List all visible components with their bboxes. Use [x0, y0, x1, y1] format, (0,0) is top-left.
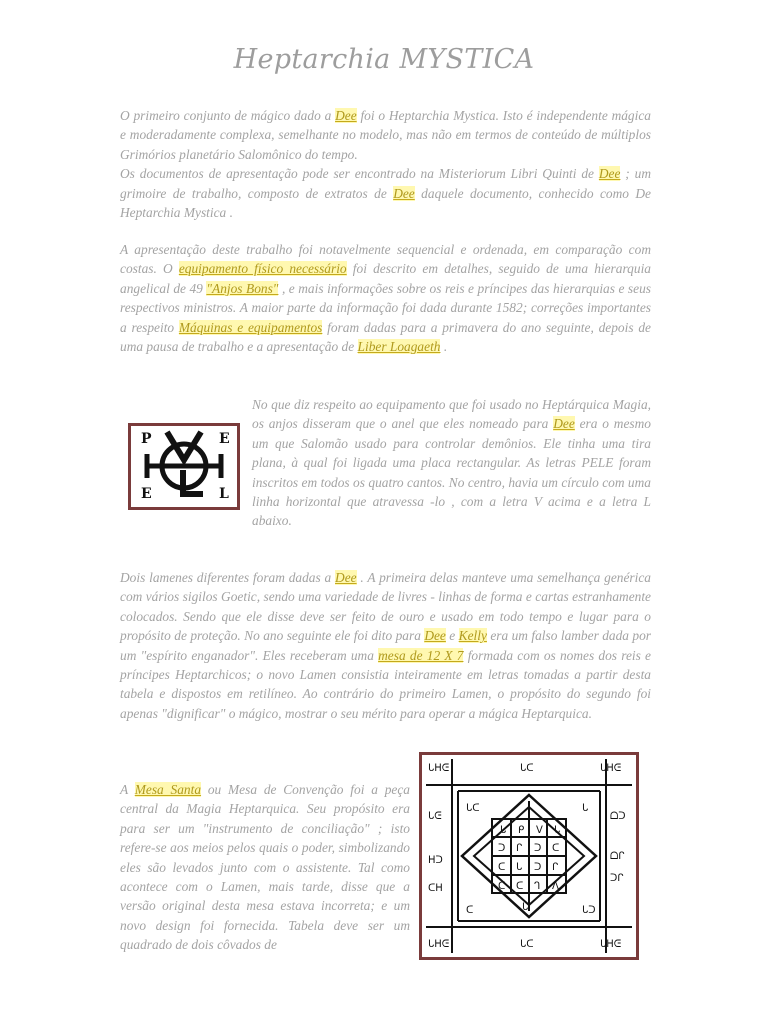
svg-text:ᑭ: ᑭ	[518, 825, 525, 836]
svg-text:ᑐᒋ: ᑐᒋ	[610, 873, 624, 884]
page-title: Heptarchia MYSTICA	[233, 44, 535, 75]
text: foi o Heptarchia Mystica. Isto é independente mágica e moderadamente complexa, semelhante no modelo, mas não em termos de conteúdo de múltiplos Grimórios planetário Salomônico do tempo.	[120, 108, 651, 162]
text: Dois lamenes diferentes foram dadas a	[120, 570, 336, 585]
svg-text:ᗝᒋ: ᗝᒋ	[610, 851, 625, 862]
svg-text:ᒐᕼᕮ: ᒐᕼᕮ	[600, 939, 622, 950]
text: daquele documento, conhecido como De Heptarchia Mystica .	[120, 185, 651, 221]
paragraph-intro	[120, 106, 651, 222]
svg-text:ᑐ: ᑐ	[534, 843, 542, 854]
svg-text:ᒐᑕ: ᒐᑕ	[520, 939, 534, 950]
text: era um falso lamber dada por um "espírito enganador". Eles receberam uma	[120, 628, 651, 663]
svg-text:ᐱ: ᐱ	[552, 881, 559, 892]
svg-text:ᑕ: ᑕ	[466, 905, 474, 916]
letter-e-bottom: E	[141, 486, 152, 502]
svg-text:ᒐ: ᒐ	[582, 803, 589, 814]
link-dee[interactable]: Dee	[424, 628, 446, 644]
text: A	[120, 782, 135, 797]
svg-text:ᒐᑕ: ᒐᑕ	[520, 763, 534, 774]
svg-text:ᒐᑐ: ᒐᑐ	[582, 905, 596, 916]
link-anjos-bons[interactable]: "Anjos Bons"	[206, 280, 279, 296]
link-dee[interactable]: Dee	[553, 416, 575, 432]
text: , e mais informações sobre os reis e príncipes das hierarquias e seus respectivos ministros. A maior parte da informação foi dada durante 1582; correções importantes a respeito	[120, 280, 651, 335]
svg-text:ᑕ: ᑕ	[516, 881, 524, 892]
pele-seal-icon	[131, 426, 237, 507]
svg-text:ᑕ: ᑕ	[498, 862, 506, 873]
link-equipamento[interactable]: equipamento físico necessário	[178, 261, 347, 277]
paragraph-presentation	[120, 240, 651, 356]
link-kelly[interactable]: Kelly	[458, 628, 487, 644]
svg-text:ᒐ: ᒐ	[522, 902, 529, 913]
link-liber-loagaeth[interactable]: Liber Loagaeth	[357, 339, 441, 355]
link-dee[interactable]: Dee	[393, 185, 415, 201]
text: A apresentação deste trabalho foi notavelmente sequencial e ordenada, em comparação com costas. O	[120, 242, 651, 277]
svg-text:ᗝᑐ: ᗝᑐ	[610, 811, 626, 822]
text: .	[440, 339, 448, 355]
svg-text:ᒐᕼᕮ: ᒐᕼᕮ	[428, 763, 450, 774]
svg-text:ᒐ: ᒐ	[516, 862, 523, 873]
text: No que diz respeito ao equipamento que foi usado no Heptárquica Magia, os anjos disseram que o anel que eles nomeado para	[252, 397, 651, 432]
svg-text:ᒐᕮ: ᒐᕮ	[428, 811, 442, 822]
svg-text:ᑕ: ᑕ	[552, 843, 560, 854]
text: ; um grimoire de trabalho, composto de extratos de	[120, 166, 651, 201]
svg-text:ᒐᕼᕮ: ᒐᕼᕮ	[600, 763, 622, 774]
svg-text:ᒋ: ᒋ	[516, 843, 523, 854]
letter-l-corner: L	[219, 486, 229, 502]
svg-text:ᒐᕼᕮ: ᒐᕼᕮ	[428, 939, 450, 950]
link-dee[interactable]: Dee	[335, 570, 357, 585]
holy-table-icon	[422, 755, 636, 957]
svg-text:ᑕ: ᑕ	[498, 881, 506, 892]
pele-ring-seal-image	[128, 423, 240, 510]
letter-e-top: E	[219, 431, 230, 447]
text: foram dadas para a primavera do ano seguinte, depois de uma pausa de trabalho e a apresentação de	[120, 319, 651, 355]
link-dee[interactable]: Dee	[598, 166, 621, 182]
text: e	[445, 628, 459, 644]
text: . A primeira delas manteve uma semelhança genérica com vários sigilos Goetic, sendo uma variedade de livres - linhas de forma e cartas estranhamente colocados. Sendo que ele disse deve ser feito de ouro e usado em todo tempo e lugar para o propósito de proteção. No ano seguinte ele foi dito para	[120, 570, 651, 644]
link-maquinas[interactable]: Máquinas e equipamentos	[178, 319, 323, 335]
svg-text:ᑐ: ᑐ	[534, 862, 542, 873]
link-mesa-santa[interactable]: Mesa Santa	[134, 782, 202, 797]
link-dee[interactable]: Dee	[335, 108, 357, 123]
svg-text:ᐯ: ᐯ	[536, 825, 543, 836]
svg-text:ᒐ: ᒐ	[500, 825, 507, 836]
text: formada com os nomes dos reis e príncipes Heptarchicos; o novo Lamen consistia inteiramente em letras tomadas a partir desta tabela e dispostos em retilíneo. Ao contrário do primeiro Lamen, o propósito do segundo foi apenas "dignificar" o mágico, mostrar o seu mérito para operar a mágica Heptarquica.	[120, 647, 651, 721]
paragraph-holy-table	[120, 780, 410, 955]
svg-text:ᑐ: ᑐ	[498, 843, 506, 854]
link-mesa-12x7[interactable]: mesa de 12 X 7	[378, 647, 464, 663]
text: ou Mesa de Convenção foi a peça central da Magia Heptarquica. Seu propósito era para ser um "instrumento de conciliação" ; isto refere-se aos meios pelos quais o poder, simbolizando eles são levados junto com o assistente. Tal como acontece com o Lamen, mais tarde, disse que a versão original desta mesa estava incorreta; e um novo design foi fornecida. Tabela deve ser um quadrado de dois côvados de	[120, 782, 410, 953]
letter-p: P	[141, 431, 152, 447]
text: era o mesmo um que Salomão usado para controlar demônios. Ele tinha uma tira plana, à qual foi ligada uma placa rectangular. As letras PELE foram inscritos em todos os quatro cantos. No centro, havia um círculo com uma linha horizontal que atravessa -lo , com a letra V acima e a letra L abaixo.	[252, 416, 651, 529]
paragraph-lamens	[120, 568, 651, 723]
svg-text:ᒉ: ᒉ	[534, 881, 541, 892]
text: O primeiro conjunto de mágico dado a	[120, 108, 336, 123]
text: Os documentos de apresentação pode ser encontrado na Misteriorum Libri Quinti de	[120, 166, 599, 182]
svg-text:ᒋ: ᒋ	[552, 862, 559, 873]
svg-text:ᒐ: ᒐ	[554, 825, 561, 836]
holy-table-image	[419, 752, 639, 960]
svg-text:ᒐᑕ: ᒐᑕ	[466, 803, 480, 814]
text: foi descrito em detalhes, seguido de uma hierarquia angelical de 49	[120, 261, 651, 296]
svg-text:ᑕᕼ: ᑕᕼ	[428, 883, 443, 894]
svg-text:ᕼᑐ: ᕼᑐ	[428, 855, 443, 866]
